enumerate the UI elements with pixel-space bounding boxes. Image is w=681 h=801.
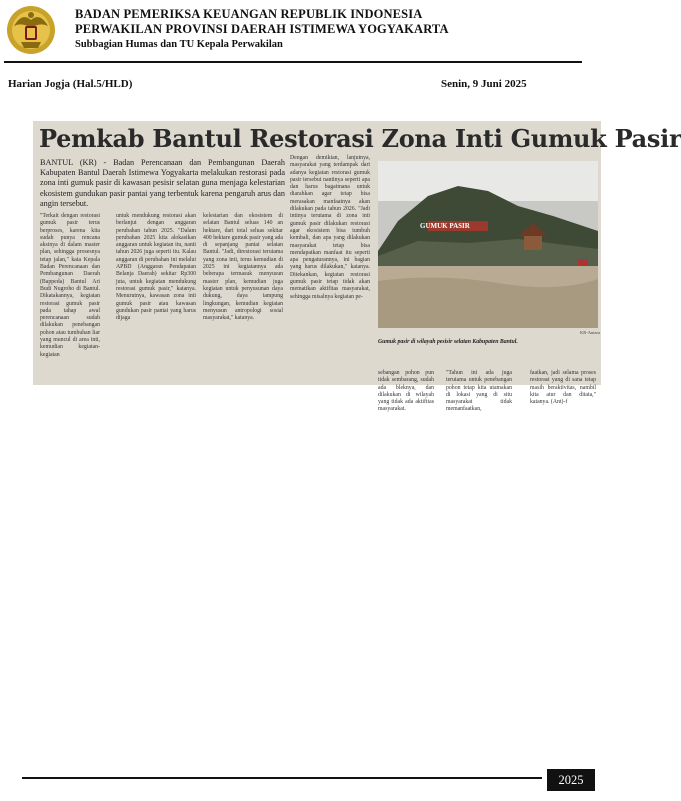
header-divider: [4, 61, 582, 63]
photo-sign-text: GUMUK PASIR: [420, 222, 470, 230]
article-column-2: untuk mendukung restorasi akan berlanjut dengan anggaran perubahan tahun 2025. "Dalam perubahan 2025 kita alokasikan anggaran untuk kegiatan itu, nanti tahun 2026 juga seperti itu. Kalau anggaran di perubahan ini melalui APBD (Anggaran Pendapatan Belanja Daerah) sekitar Rp300 juta, untuk kegiatan mendukung restorasi gumuk pasir," katanya. Menurutnya, kawasan zona inti gumuk pasir atau kawasan gundukan pasir pantai yang harus dijaga: [116, 213, 196, 322]
article-lead: BANTUL (KR) - Badan Perencanaan dan Pembangunan Daerah Kabupaten Bantul Daerah Istimewa Yogyakarta melakukan restorasi pada zona inti gumuk pasir di kawasan pesisir selatan guna menjaga kelestarian ekosistem gundukan pasir pantai yang terbentuk karena pengaruh arus dan angin tersebut.: [40, 158, 285, 208]
org-name-line2: PERWAKILAN PROVINSI DAERAH ISTIMEWA YOGYAKARTA: [75, 22, 449, 36]
source-publication: Harian Jogja (Hal.5/HLD): [8, 78, 133, 90]
footer-year: 2025: [547, 769, 595, 791]
photo-caption: Gumuk pasir di wilayah pesisir selatan Kabupaten Bantul.: [378, 339, 518, 345]
article-column-3: kelestarian dan ekosistem di selatan Bantul seluas 140 an hektare, dari total seluas sekitar 400 hektare gumuk pasir yang ada di sepanjang pantai selatan Bantul. "Jadi, direstorasi terutama yang zona inti, terus kemudian di 2025 ini kegiatannya ada beberapa termasuk menyusun master plan, kemudian juga kegiatan untuk penyusunan daya dukung, daya tampung lingkungan, kemudian kegiatan menyusun antropologi sosial masyarakat," katanya.: [203, 213, 283, 322]
article-column-7: faatkan, jadi selama proses restorasi yang di sana tetap masih beraktivitas, nambil kita atur dan ditata," katanya. (Ant)-f: [530, 370, 596, 406]
article-photo: [378, 161, 598, 328]
article-column-1: "Terkait dengan restorasi gumuk pasir terus berproses, karena kita sudah punya rencana aksinya di dalam master plan, sehingga prosesnya tetap jalan," kata Kepala Badan Perencanaan dan Pembangunan Daerah (Bappeda) Bantul Ari Budi Nugroho di Bantul. Dikatakannya, kegiatan restorasi gumuk pasir pada tahap awal perencanaan sudah dilakukan penebangan pohon atau tumbuhan liar yang muncul di area inti, kemudian kegiatan-kegiatan: [40, 213, 100, 358]
publication-date: Senin, 9 Juni 2025: [441, 78, 527, 90]
article-column-6: "Tahun ini ada juga terutama untuk penebangan pohon tetap kita utamakan di lokasi yang di situ masyarakat tidak memanfaatkan,: [446, 370, 512, 413]
document-header: [0, 0, 606, 62]
article-column-4: Dengan demikian, lanjutnya, masyarakat yang terdampak dari adanya kegiatan restorasi gumuk pasir tersebut nantinya seperti apa dan harus bagaimana untuk diarahkan agar tetap bisa merasakan manfaatnya akan dilakukan pada tahun 2026. "Jadi intinya terutama di zona inti gumuk pasir dilakukan restorasi agar ekosistem bisa tumbuh kembali, dan apa yang dilakukan masyarakat tetap bisa mendapatkan manfaat itu seperti apa pengaturannya, ini bagian yang harus dilakukan," katanya. Ditekankan, kegiatan restorasi gumuk pasir tetap tidak akan mematikan aktifitas masyarakat, sehingga misalnya kegiatan pe-: [290, 155, 370, 300]
garuda-emblem-icon: [6, 2, 56, 58]
org-subdivision: Subbagian Humas dan TU Kepala Perwakilan: [75, 39, 283, 50]
article-column-5: sebangan pohon pun tidak sembarang, sudah ada bleknya, dan dilakukan di wilayah yang tidak ada aktifitas masyarakat.: [378, 370, 434, 413]
photo-credit: KR-Antara: [580, 330, 600, 335]
article-headline: Pemkab Bantul Restorasi Zona Inti Gumuk Pasir: [39, 124, 681, 153]
org-name-line1: BADAN PEMERIKSA KEUANGAN REPUBLIK INDONESIA: [75, 7, 423, 21]
footer-divider: [22, 777, 542, 779]
